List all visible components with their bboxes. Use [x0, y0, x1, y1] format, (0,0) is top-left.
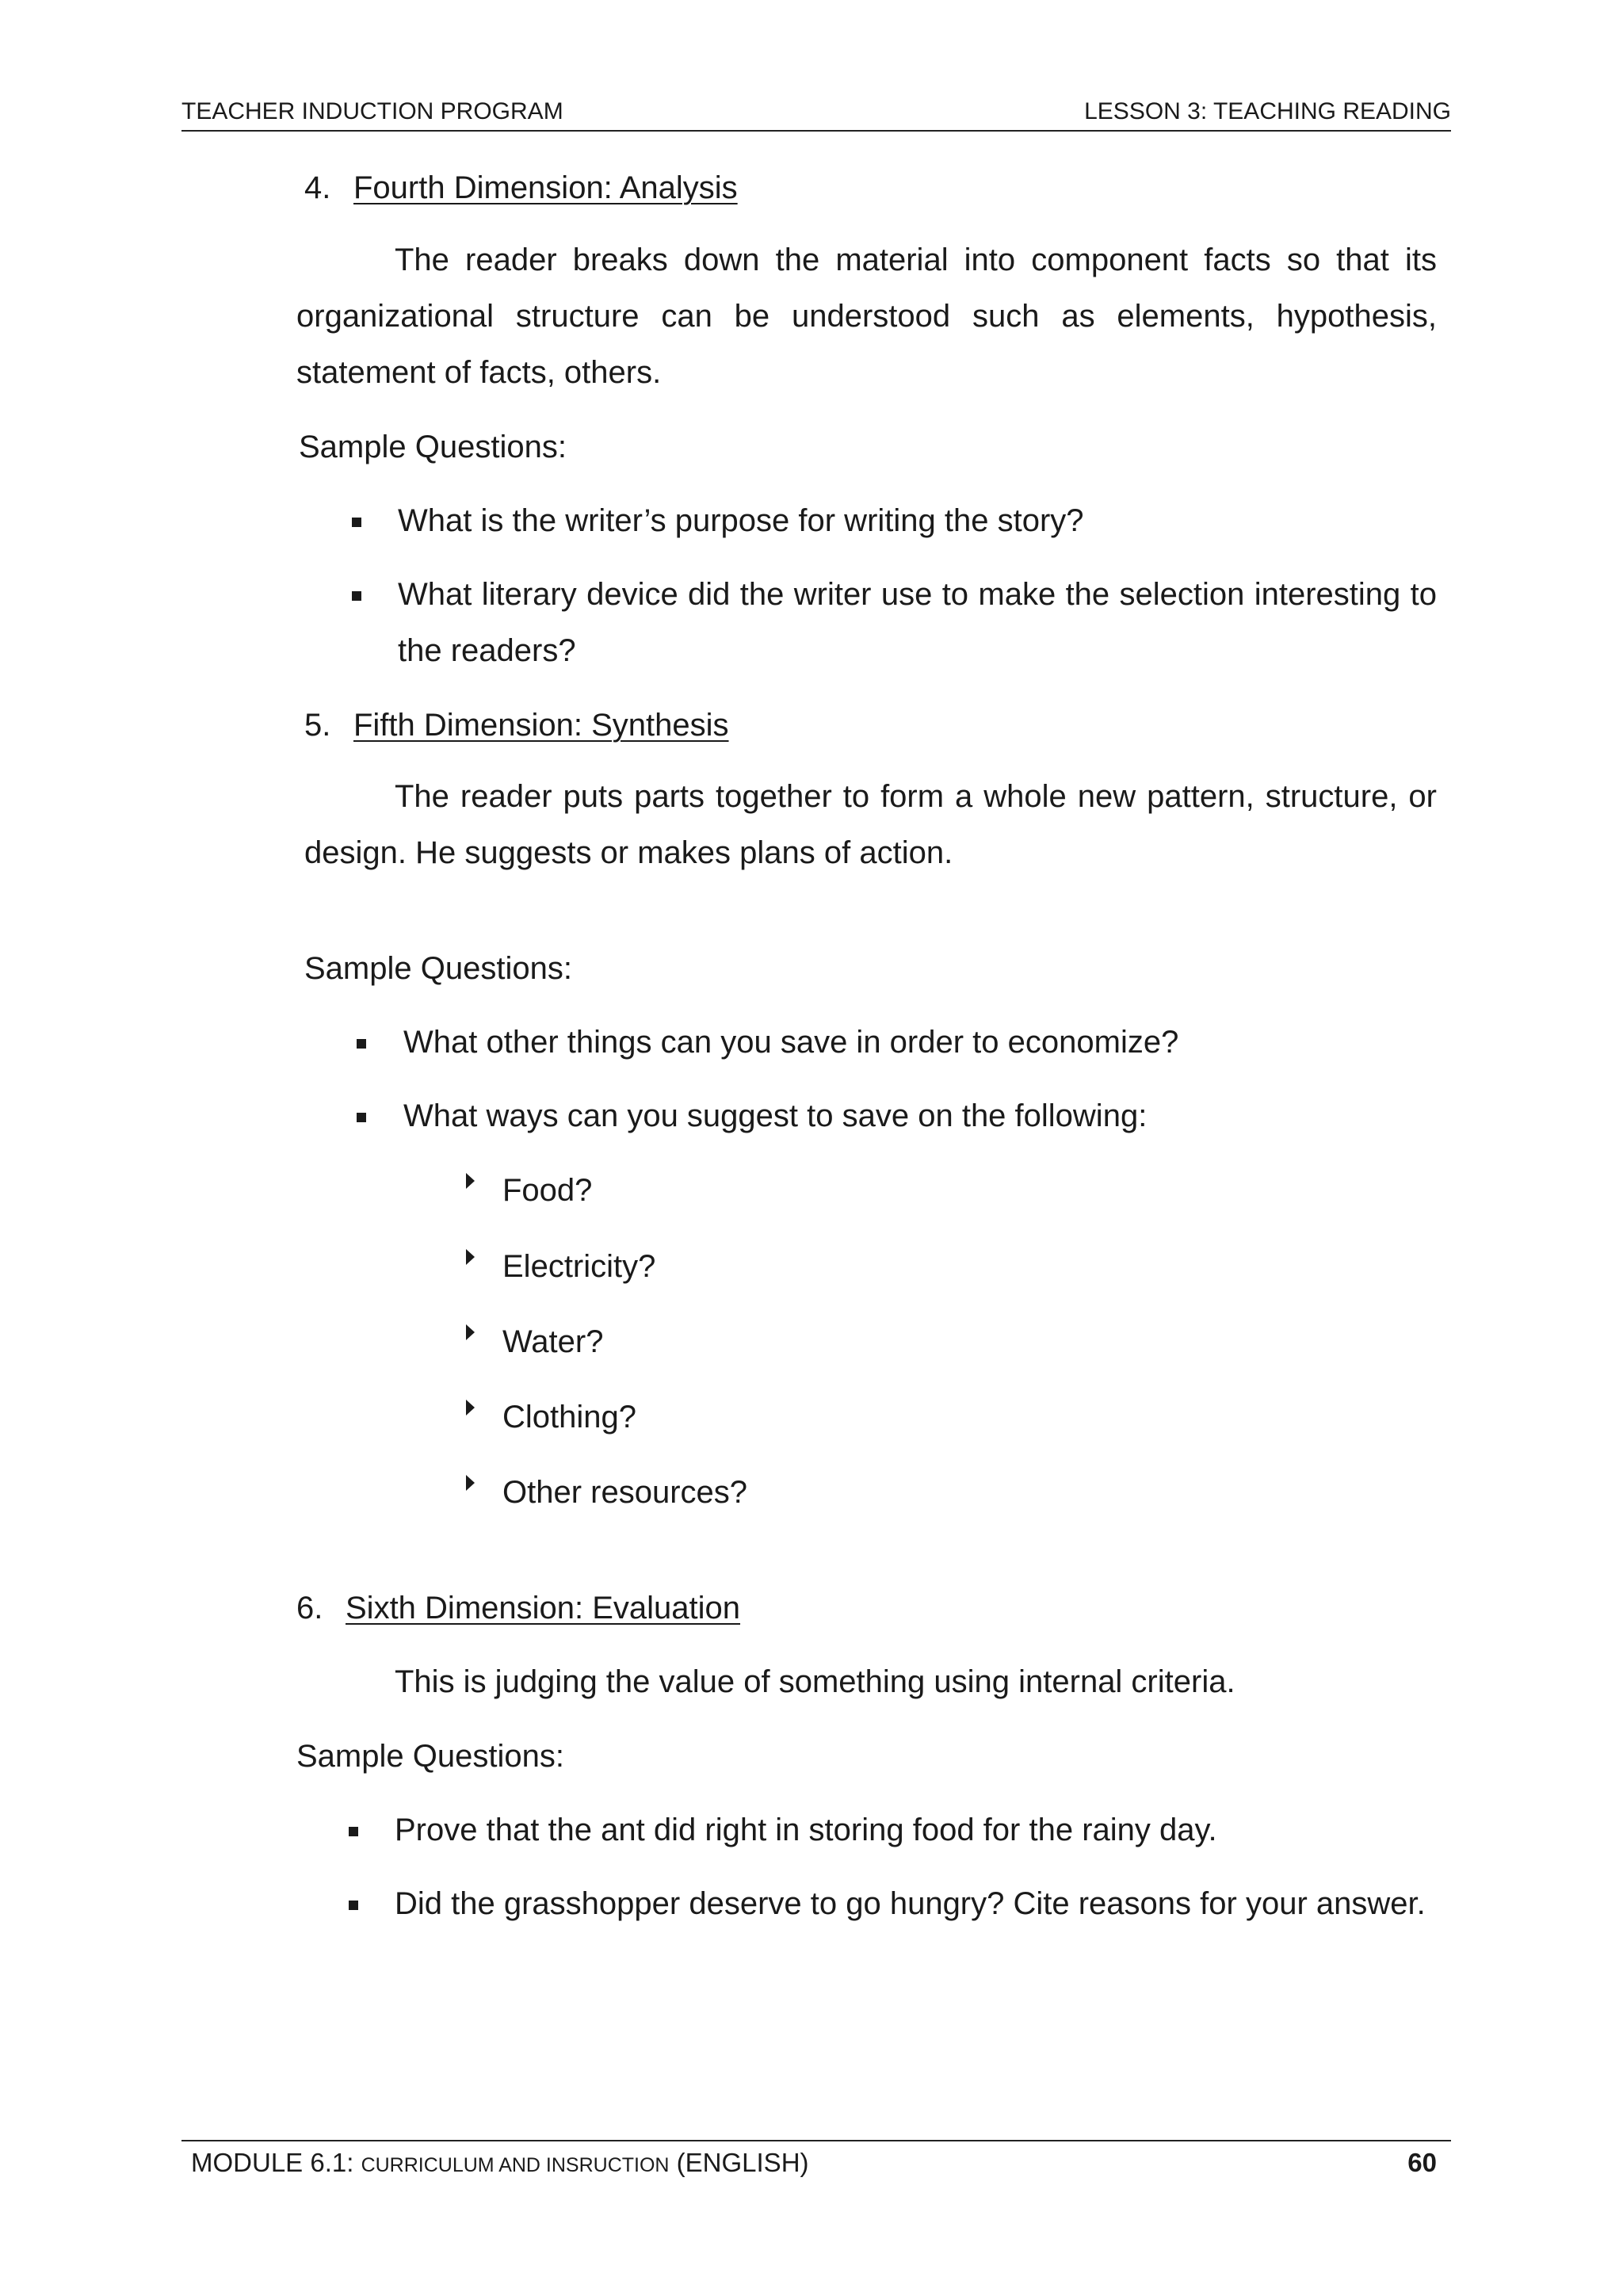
- header-lesson-title: LESSON 3: TEACHING READING: [1084, 98, 1451, 124]
- section-6-question-1: Prove that the ant did right in storing food for the rainy day.: [395, 1813, 1217, 1847]
- section-4-question-1: What is the writer’s purpose for writing the story?: [398, 503, 1084, 538]
- header-program-title: TEACHER INDUCTION PROGRAM: [181, 98, 563, 124]
- section-4-paragraph: The reader breaks down the material into component facts so that its organizational structure can be understood such as elements, hypothesis, statement of facts, others.: [296, 243, 1437, 390]
- section-5-question-2: What ways can you suggest to save on the following:: [403, 1098, 1148, 1133]
- bullet-square-icon: [352, 591, 361, 601]
- footer-module-label: MODULE 6.1: CURRICULUM AND INSRUCTION (ENGLISH): [191, 2148, 809, 2177]
- section-5-paragraph: The reader puts parts together to form a whole new pattern, structure, or design. He suggests or makes plans of action.: [304, 779, 1437, 870]
- sub-item-clothing: Clothing?: [502, 1400, 637, 1435]
- sub-item-other-resources: Other resources?: [502, 1475, 748, 1510]
- section-6-paragraph: This is judging the value of something using internal criteria.: [395, 1664, 1235, 1699]
- bullet-square-icon: [352, 518, 361, 527]
- sub-item-water: Water?: [502, 1324, 604, 1359]
- sub-item-electricity: Electricity?: [502, 1249, 656, 1284]
- section-number: 5.: [304, 708, 331, 743]
- bullet-arrow-icon: [466, 1475, 475, 1491]
- bullet-arrow-icon: [466, 1400, 475, 1415]
- section-5-question-1: What other things can you save in order to economize?: [403, 1025, 1179, 1060]
- section-4-sample-label: Sample Questions:: [299, 430, 567, 464]
- bullet-arrow-icon: [466, 1249, 475, 1265]
- section-number: 6.: [296, 1591, 323, 1626]
- bullet-square-icon: [349, 1901, 358, 1910]
- section-number: 4.: [304, 170, 331, 205]
- section-6-heading: [296, 1588, 740, 1628]
- section-title: Fifth Dimension: Synthesis: [353, 708, 729, 743]
- section-4-heading: [304, 168, 738, 208]
- section-6-sample-label: Sample Questions:: [296, 1739, 564, 1774]
- section-title: Sixth Dimension: Evaluation: [346, 1591, 741, 1626]
- sub-item-food: Food?: [502, 1173, 593, 1208]
- page-header: [181, 98, 1451, 132]
- page-number: 60: [1407, 2148, 1437, 2177]
- section-5-sample-label: Sample Questions:: [304, 951, 572, 986]
- bullet-square-icon: [349, 1827, 358, 1836]
- bullet-square-icon: [357, 1039, 366, 1049]
- bullet-square-icon: [357, 1113, 366, 1122]
- bullet-arrow-icon: [466, 1173, 475, 1189]
- section-6-question-2: Did the grasshopper deserve to go hungry? Cite reasons for your answer.: [395, 1886, 1426, 1921]
- bullet-arrow-icon: [466, 1324, 475, 1340]
- section-5-heading: [304, 705, 729, 745]
- page-footer: [181, 2140, 1451, 2181]
- section-4-question-2: What literary device did the writer use to make the selection interesting to the readers?: [398, 577, 1437, 668]
- section-title: Fourth Dimension: Analysis: [353, 170, 738, 205]
